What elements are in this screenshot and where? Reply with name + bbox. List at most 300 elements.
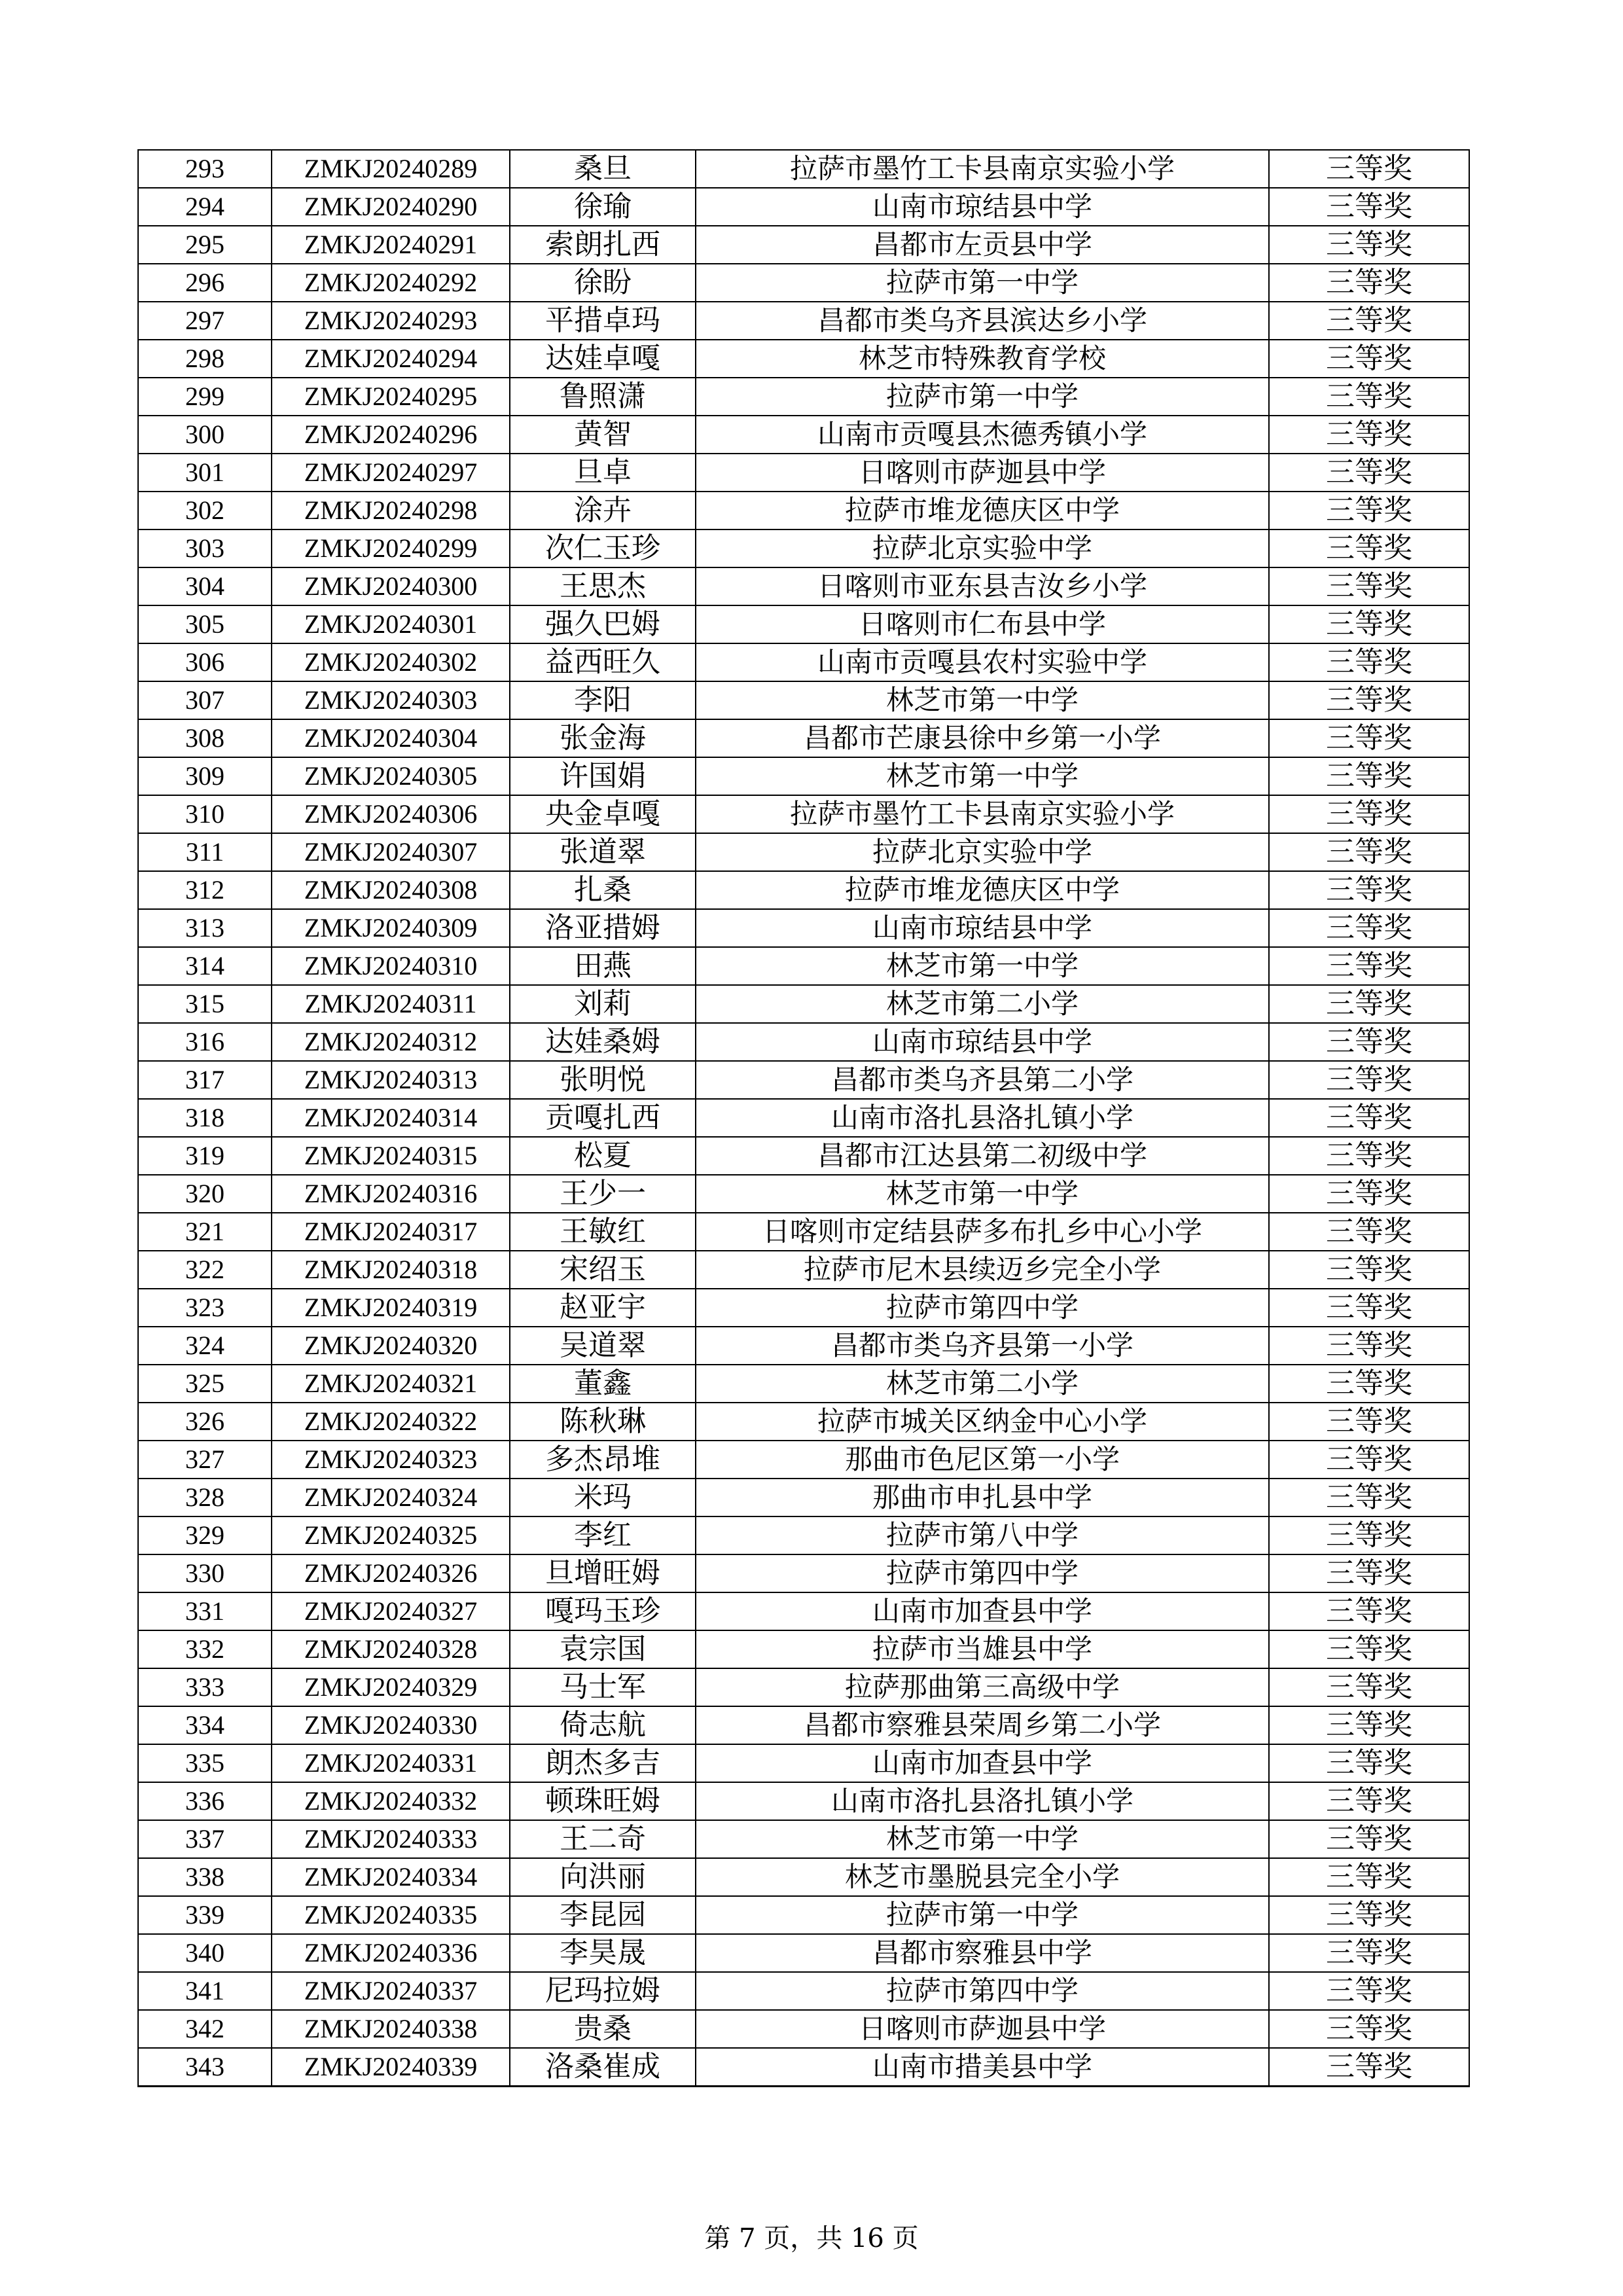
table-row xyxy=(138,416,1469,454)
table-row xyxy=(138,1213,1469,1251)
student-name: 王敏红 xyxy=(510,1213,696,1251)
table-row xyxy=(138,302,1469,340)
row-number: 341 xyxy=(138,1972,272,2010)
student-name: 洛亚措姆 xyxy=(510,909,696,947)
school-name: 拉萨北京实验中学 xyxy=(696,529,1269,567)
award-level: 三等奖 xyxy=(1269,188,1469,226)
page-footer: 第 7 页，共 16 页 xyxy=(704,2223,919,2253)
row-number: 335 xyxy=(138,1744,272,1782)
row-number: 336 xyxy=(138,1782,272,1820)
student-name: 黄智 xyxy=(510,416,696,454)
award-level: 三等奖 xyxy=(1269,416,1469,454)
table-row xyxy=(138,909,1469,947)
award-level: 三等奖 xyxy=(1269,1365,1469,1403)
award-level: 三等奖 xyxy=(1269,1934,1469,1972)
row-number: 293 xyxy=(138,150,272,188)
table-row xyxy=(138,1820,1469,1858)
registration-id: ZMKJ20240322 xyxy=(272,1403,510,1441)
student-name: 达娃桑姆 xyxy=(510,1023,696,1061)
school-name: 拉萨市第四中学 xyxy=(696,1289,1269,1327)
school-name: 昌都市江达县第二初级中学 xyxy=(696,1137,1269,1175)
registration-id: ZMKJ20240294 xyxy=(272,340,510,378)
table-row xyxy=(138,492,1469,529)
row-number: 315 xyxy=(138,985,272,1023)
student-name: 朗杰多吉 xyxy=(510,1744,696,1782)
school-name: 拉萨市堆龙德庆区中学 xyxy=(696,492,1269,529)
registration-id: ZMKJ20240314 xyxy=(272,1099,510,1137)
table-row xyxy=(138,1061,1469,1099)
school-name: 林芝市第一中学 xyxy=(696,681,1269,719)
award-level: 三等奖 xyxy=(1269,492,1469,529)
row-number: 313 xyxy=(138,909,272,947)
row-number: 306 xyxy=(138,643,272,681)
student-name: 宋绍玉 xyxy=(510,1251,696,1289)
award-level: 三等奖 xyxy=(1269,264,1469,302)
school-name: 日喀则市定结县萨多布扎乡中心小学 xyxy=(696,1213,1269,1251)
school-name: 拉萨市第八中学 xyxy=(696,1516,1269,1554)
table-row xyxy=(138,1516,1469,1554)
row-number: 322 xyxy=(138,1251,272,1289)
table-row xyxy=(138,1479,1469,1516)
student-name: 洛桑崔成 xyxy=(510,2048,696,2087)
award-table xyxy=(137,149,1470,2087)
school-name: 日喀则市萨迦县中学 xyxy=(696,454,1269,492)
student-name: 米玛 xyxy=(510,1479,696,1516)
row-number: 312 xyxy=(138,871,272,909)
award-level: 三等奖 xyxy=(1269,1479,1469,1516)
registration-id: ZMKJ20240291 xyxy=(272,226,510,264)
award-level: 三等奖 xyxy=(1269,1099,1469,1137)
student-name: 董鑫 xyxy=(510,1365,696,1403)
school-name: 山南市贡嘎县杰德秀镇小学 xyxy=(696,416,1269,454)
student-name: 王少一 xyxy=(510,1175,696,1213)
registration-id: ZMKJ20240307 xyxy=(272,833,510,871)
award-level: 三等奖 xyxy=(1269,1744,1469,1782)
table-row xyxy=(138,264,1469,302)
student-name: 张明悦 xyxy=(510,1061,696,1099)
award-level: 三等奖 xyxy=(1269,1289,1469,1327)
row-number: 299 xyxy=(138,378,272,416)
registration-id: ZMKJ20240300 xyxy=(272,567,510,605)
table-row xyxy=(138,567,1469,605)
row-number: 338 xyxy=(138,1858,272,1896)
student-name: 嘎玛玉珍 xyxy=(510,1592,696,1630)
table-row xyxy=(138,947,1469,985)
award-level: 三等奖 xyxy=(1269,454,1469,492)
row-number: 294 xyxy=(138,188,272,226)
student-name: 向洪丽 xyxy=(510,1858,696,1896)
award-level: 三等奖 xyxy=(1269,1213,1469,1251)
registration-id: ZMKJ20240327 xyxy=(272,1592,510,1630)
award-level: 三等奖 xyxy=(1269,567,1469,605)
student-name: 平措卓玛 xyxy=(510,302,696,340)
school-name: 拉萨北京实验中学 xyxy=(696,833,1269,871)
row-number: 311 xyxy=(138,833,272,871)
student-name: 索朗扎西 xyxy=(510,226,696,264)
row-number: 325 xyxy=(138,1365,272,1403)
table-row xyxy=(138,1327,1469,1365)
student-name: 王二奇 xyxy=(510,1820,696,1858)
school-name: 日喀则市仁布县中学 xyxy=(696,605,1269,643)
row-number: 319 xyxy=(138,1137,272,1175)
award-level: 三等奖 xyxy=(1269,378,1469,416)
school-name: 拉萨市堆龙德庆区中学 xyxy=(696,871,1269,909)
award-level: 三等奖 xyxy=(1269,643,1469,681)
school-name: 林芝市第一中学 xyxy=(696,1820,1269,1858)
registration-id: ZMKJ20240337 xyxy=(272,1972,510,2010)
row-number: 308 xyxy=(138,719,272,757)
registration-id: ZMKJ20240304 xyxy=(272,719,510,757)
award-level: 三等奖 xyxy=(1269,1327,1469,1365)
school-name: 林芝市第一中学 xyxy=(696,947,1269,985)
award-level: 三等奖 xyxy=(1269,985,1469,1023)
row-number: 333 xyxy=(138,1668,272,1706)
student-name: 张道翠 xyxy=(510,833,696,871)
school-name: 山南市琼结县中学 xyxy=(696,1023,1269,1061)
school-name: 林芝市第二小学 xyxy=(696,1365,1269,1403)
registration-id: ZMKJ20240290 xyxy=(272,188,510,226)
school-name: 拉萨市第一中学 xyxy=(696,1896,1269,1934)
registration-id: ZMKJ20240339 xyxy=(272,2048,510,2087)
school-name: 那曲市色尼区第一小学 xyxy=(696,1441,1269,1479)
school-name: 拉萨市第四中学 xyxy=(696,1972,1269,2010)
row-number: 300 xyxy=(138,416,272,454)
registration-id: ZMKJ20240301 xyxy=(272,605,510,643)
award-rows xyxy=(138,150,1469,2087)
school-name: 昌都市察雅县荣周乡第二小学 xyxy=(696,1706,1269,1744)
award-level: 三等奖 xyxy=(1269,2048,1469,2087)
award-level: 三等奖 xyxy=(1269,1896,1469,1934)
student-name: 王思杰 xyxy=(510,567,696,605)
row-number: 297 xyxy=(138,302,272,340)
row-number: 316 xyxy=(138,1023,272,1061)
school-name: 那曲市申扎县中学 xyxy=(696,1479,1269,1516)
student-name: 益西旺久 xyxy=(510,643,696,681)
table-row xyxy=(138,719,1469,757)
table-row xyxy=(138,871,1469,909)
table-row xyxy=(138,833,1469,871)
school-name: 林芝市第二小学 xyxy=(696,985,1269,1023)
student-name: 李昊晟 xyxy=(510,1934,696,1972)
row-number: 334 xyxy=(138,1706,272,1744)
student-name: 桑旦 xyxy=(510,150,696,188)
registration-id: ZMKJ20240306 xyxy=(272,795,510,833)
row-number: 321 xyxy=(138,1213,272,1251)
registration-id: ZMKJ20240299 xyxy=(272,529,510,567)
award-level: 三等奖 xyxy=(1269,1706,1469,1744)
student-name: 贡嘎扎西 xyxy=(510,1099,696,1137)
row-number: 324 xyxy=(138,1327,272,1365)
student-name: 次仁玉珍 xyxy=(510,529,696,567)
school-name: 拉萨市城关区纳金中心小学 xyxy=(696,1403,1269,1441)
school-name: 昌都市察雅县中学 xyxy=(696,1934,1269,1972)
student-name: 顿珠旺姆 xyxy=(510,1782,696,1820)
table-row xyxy=(138,795,1469,833)
school-name: 拉萨市当雄县中学 xyxy=(696,1630,1269,1668)
student-name: 涂卉 xyxy=(510,492,696,529)
registration-id: ZMKJ20240331 xyxy=(272,1744,510,1782)
student-name: 鲁照潇 xyxy=(510,378,696,416)
table-row xyxy=(138,1023,1469,1061)
row-number: 339 xyxy=(138,1896,272,1934)
student-name: 倚志航 xyxy=(510,1706,696,1744)
registration-id: ZMKJ20240305 xyxy=(272,757,510,795)
registration-id: ZMKJ20240296 xyxy=(272,416,510,454)
student-name: 徐瑜 xyxy=(510,188,696,226)
table-row xyxy=(138,1630,1469,1668)
student-name: 刘莉 xyxy=(510,985,696,1023)
row-number: 318 xyxy=(138,1099,272,1137)
award-level: 三等奖 xyxy=(1269,1251,1469,1289)
award-level: 三等奖 xyxy=(1269,909,1469,947)
award-level: 三等奖 xyxy=(1269,871,1469,909)
table-row xyxy=(138,1744,1469,1782)
table-row xyxy=(138,1365,1469,1403)
school-name: 山南市洛扎县洛扎镇小学 xyxy=(696,1099,1269,1137)
registration-id: ZMKJ20240311 xyxy=(272,985,510,1023)
row-number: 309 xyxy=(138,757,272,795)
student-name: 陈秋琳 xyxy=(510,1403,696,1441)
school-name: 山南市加查县中学 xyxy=(696,1744,1269,1782)
registration-id: ZMKJ20240293 xyxy=(272,302,510,340)
row-number: 323 xyxy=(138,1289,272,1327)
row-number: 301 xyxy=(138,454,272,492)
row-number: 328 xyxy=(138,1479,272,1516)
registration-id: ZMKJ20240324 xyxy=(272,1479,510,1516)
school-name: 山南市琼结县中学 xyxy=(696,188,1269,226)
registration-id: ZMKJ20240295 xyxy=(272,378,510,416)
registration-id: ZMKJ20240317 xyxy=(272,1213,510,1251)
registration-id: ZMKJ20240316 xyxy=(272,1175,510,1213)
row-number: 304 xyxy=(138,567,272,605)
award-level: 三等奖 xyxy=(1269,302,1469,340)
school-name: 日喀则市萨迦县中学 xyxy=(696,2010,1269,2048)
registration-id: ZMKJ20240336 xyxy=(272,1934,510,1972)
row-number: 303 xyxy=(138,529,272,567)
table-row xyxy=(138,1175,1469,1213)
award-level: 三等奖 xyxy=(1269,833,1469,871)
award-level: 三等奖 xyxy=(1269,757,1469,795)
school-name: 山南市琼结县中学 xyxy=(696,909,1269,947)
student-name: 多杰昂堆 xyxy=(510,1441,696,1479)
school-name: 昌都市类乌齐县滨达乡小学 xyxy=(696,302,1269,340)
row-number: 330 xyxy=(138,1554,272,1592)
award-level: 三等奖 xyxy=(1269,681,1469,719)
school-name: 昌都市左贡县中学 xyxy=(696,226,1269,264)
table-row xyxy=(138,226,1469,264)
registration-id: ZMKJ20240330 xyxy=(272,1706,510,1744)
row-number: 332 xyxy=(138,1630,272,1668)
table-row xyxy=(138,1137,1469,1175)
school-name: 林芝市特殊教育学校 xyxy=(696,340,1269,378)
award-level: 三等奖 xyxy=(1269,1782,1469,1820)
registration-id: ZMKJ20240312 xyxy=(272,1023,510,1061)
registration-id: ZMKJ20240308 xyxy=(272,871,510,909)
student-name: 强久巴姆 xyxy=(510,605,696,643)
award-level: 三等奖 xyxy=(1269,719,1469,757)
registration-id: ZMKJ20240298 xyxy=(272,492,510,529)
registration-id: ZMKJ20240320 xyxy=(272,1327,510,1365)
school-name: 林芝市第一中学 xyxy=(696,757,1269,795)
table-row xyxy=(138,757,1469,795)
table-row xyxy=(138,1289,1469,1327)
award-level: 三等奖 xyxy=(1269,1023,1469,1061)
registration-id: ZMKJ20240333 xyxy=(272,1820,510,1858)
award-level: 三等奖 xyxy=(1269,1403,1469,1441)
table-row xyxy=(138,1972,1469,2010)
award-level: 三等奖 xyxy=(1269,1630,1469,1668)
registration-id: ZMKJ20240289 xyxy=(272,150,510,188)
award-level: 三等奖 xyxy=(1269,1061,1469,1099)
table-row xyxy=(138,1782,1469,1820)
row-number: 310 xyxy=(138,795,272,833)
row-number: 302 xyxy=(138,492,272,529)
award-level: 三等奖 xyxy=(1269,605,1469,643)
table-row xyxy=(138,1554,1469,1592)
registration-id: ZMKJ20240335 xyxy=(272,1896,510,1934)
student-name: 赵亚宇 xyxy=(510,1289,696,1327)
school-name: 拉萨市第四中学 xyxy=(696,1554,1269,1592)
table-row xyxy=(138,1896,1469,1934)
school-name: 昌都市芒康县徐中乡第一小学 xyxy=(696,719,1269,757)
table-row xyxy=(138,529,1469,567)
registration-id: ZMKJ20240309 xyxy=(272,909,510,947)
award-level: 三等奖 xyxy=(1269,529,1469,567)
registration-id: ZMKJ20240332 xyxy=(272,1782,510,1820)
registration-id: ZMKJ20240319 xyxy=(272,1289,510,1327)
registration-id: ZMKJ20240338 xyxy=(272,2010,510,2048)
row-number: 340 xyxy=(138,1934,272,1972)
award-level: 三等奖 xyxy=(1269,226,1469,264)
registration-id: ZMKJ20240323 xyxy=(272,1441,510,1479)
row-number: 337 xyxy=(138,1820,272,1858)
award-level: 三等奖 xyxy=(1269,1668,1469,1706)
table-row xyxy=(138,1403,1469,1441)
school-name: 日喀则市亚东县吉汝乡小学 xyxy=(696,567,1269,605)
award-level: 三等奖 xyxy=(1269,1592,1469,1630)
table-row xyxy=(138,1441,1469,1479)
student-name: 旦卓 xyxy=(510,454,696,492)
registration-id: ZMKJ20240334 xyxy=(272,1858,510,1896)
school-name: 拉萨那曲第三高级中学 xyxy=(696,1668,1269,1706)
school-name: 山南市加查县中学 xyxy=(696,1592,1269,1630)
row-number: 317 xyxy=(138,1061,272,1099)
row-number: 326 xyxy=(138,1403,272,1441)
table-row xyxy=(138,1251,1469,1289)
student-name: 贵桑 xyxy=(510,2010,696,2048)
student-name: 马士军 xyxy=(510,1668,696,1706)
student-name: 尼玛拉姆 xyxy=(510,1972,696,2010)
award-level: 三等奖 xyxy=(1269,150,1469,188)
school-name: 拉萨市墨竹工卡县南京实验小学 xyxy=(696,150,1269,188)
registration-id: ZMKJ20240303 xyxy=(272,681,510,719)
award-level: 三等奖 xyxy=(1269,1175,1469,1213)
school-name: 林芝市墨脱县完全小学 xyxy=(696,1858,1269,1896)
school-name: 拉萨市第一中学 xyxy=(696,264,1269,302)
table-row xyxy=(138,1099,1469,1137)
school-name: 拉萨市第一中学 xyxy=(696,378,1269,416)
student-name: 李红 xyxy=(510,1516,696,1554)
registration-id: ZMKJ20240318 xyxy=(272,1251,510,1289)
student-name: 李阳 xyxy=(510,681,696,719)
school-name: 昌都市类乌齐县第一小学 xyxy=(696,1327,1269,1365)
student-name: 央金卓嘎 xyxy=(510,795,696,833)
award-level: 三等奖 xyxy=(1269,1516,1469,1554)
award-level: 三等奖 xyxy=(1269,340,1469,378)
student-name: 旦增旺姆 xyxy=(510,1554,696,1592)
award-level: 三等奖 xyxy=(1269,2010,1469,2048)
table-row xyxy=(138,188,1469,226)
award-level: 三等奖 xyxy=(1269,1441,1469,1479)
award-level: 三等奖 xyxy=(1269,1820,1469,1858)
award-level: 三等奖 xyxy=(1269,1137,1469,1175)
school-name: 林芝市第一中学 xyxy=(696,1175,1269,1213)
student-name: 徐盼 xyxy=(510,264,696,302)
registration-id: ZMKJ20240302 xyxy=(272,643,510,681)
school-name: 山南市措美县中学 xyxy=(696,2048,1269,2087)
registration-id: ZMKJ20240329 xyxy=(272,1668,510,1706)
table-row xyxy=(138,1592,1469,1630)
school-name: 山南市洛扎县洛扎镇小学 xyxy=(696,1782,1269,1820)
row-number: 295 xyxy=(138,226,272,264)
registration-id: ZMKJ20240315 xyxy=(272,1137,510,1175)
registration-id: ZMKJ20240310 xyxy=(272,947,510,985)
student-name: 吴道翠 xyxy=(510,1327,696,1365)
student-name: 田燕 xyxy=(510,947,696,985)
registration-id: ZMKJ20240326 xyxy=(272,1554,510,1592)
row-number: 320 xyxy=(138,1175,272,1213)
award-level: 三等奖 xyxy=(1269,1972,1469,2010)
table-row xyxy=(138,454,1469,492)
student-name: 达娃卓嘎 xyxy=(510,340,696,378)
table-row xyxy=(138,1668,1469,1706)
table-row xyxy=(138,1706,1469,1744)
registration-id: ZMKJ20240325 xyxy=(272,1516,510,1554)
registration-id: ZMKJ20240313 xyxy=(272,1061,510,1099)
student-name: 许国娟 xyxy=(510,757,696,795)
row-number: 296 xyxy=(138,264,272,302)
table-row xyxy=(138,643,1469,681)
award-level: 三等奖 xyxy=(1269,1858,1469,1896)
row-number: 327 xyxy=(138,1441,272,1479)
registration-id: ZMKJ20240321 xyxy=(272,1365,510,1403)
registration-id: ZMKJ20240297 xyxy=(272,454,510,492)
row-number: 307 xyxy=(138,681,272,719)
table-row xyxy=(138,2010,1469,2048)
row-number: 314 xyxy=(138,947,272,985)
row-number: 343 xyxy=(138,2048,272,2087)
student-name: 李昆园 xyxy=(510,1896,696,1934)
row-number: 298 xyxy=(138,340,272,378)
row-number: 331 xyxy=(138,1592,272,1630)
table-row xyxy=(138,340,1469,378)
award-level: 三等奖 xyxy=(1269,1554,1469,1592)
row-number: 305 xyxy=(138,605,272,643)
table-row xyxy=(138,1858,1469,1896)
table-row xyxy=(138,1934,1469,1972)
table-row xyxy=(138,378,1469,416)
student-name: 松夏 xyxy=(510,1137,696,1175)
student-name: 袁宗国 xyxy=(510,1630,696,1668)
school-name: 拉萨市墨竹工卡县南京实验小学 xyxy=(696,795,1269,833)
award-level: 三等奖 xyxy=(1269,795,1469,833)
row-number: 329 xyxy=(138,1516,272,1554)
student-name: 扎桑 xyxy=(510,871,696,909)
table-row xyxy=(138,150,1469,188)
school-name: 昌都市类乌齐县第二小学 xyxy=(696,1061,1269,1099)
table-row xyxy=(138,985,1469,1023)
table-row xyxy=(138,605,1469,643)
